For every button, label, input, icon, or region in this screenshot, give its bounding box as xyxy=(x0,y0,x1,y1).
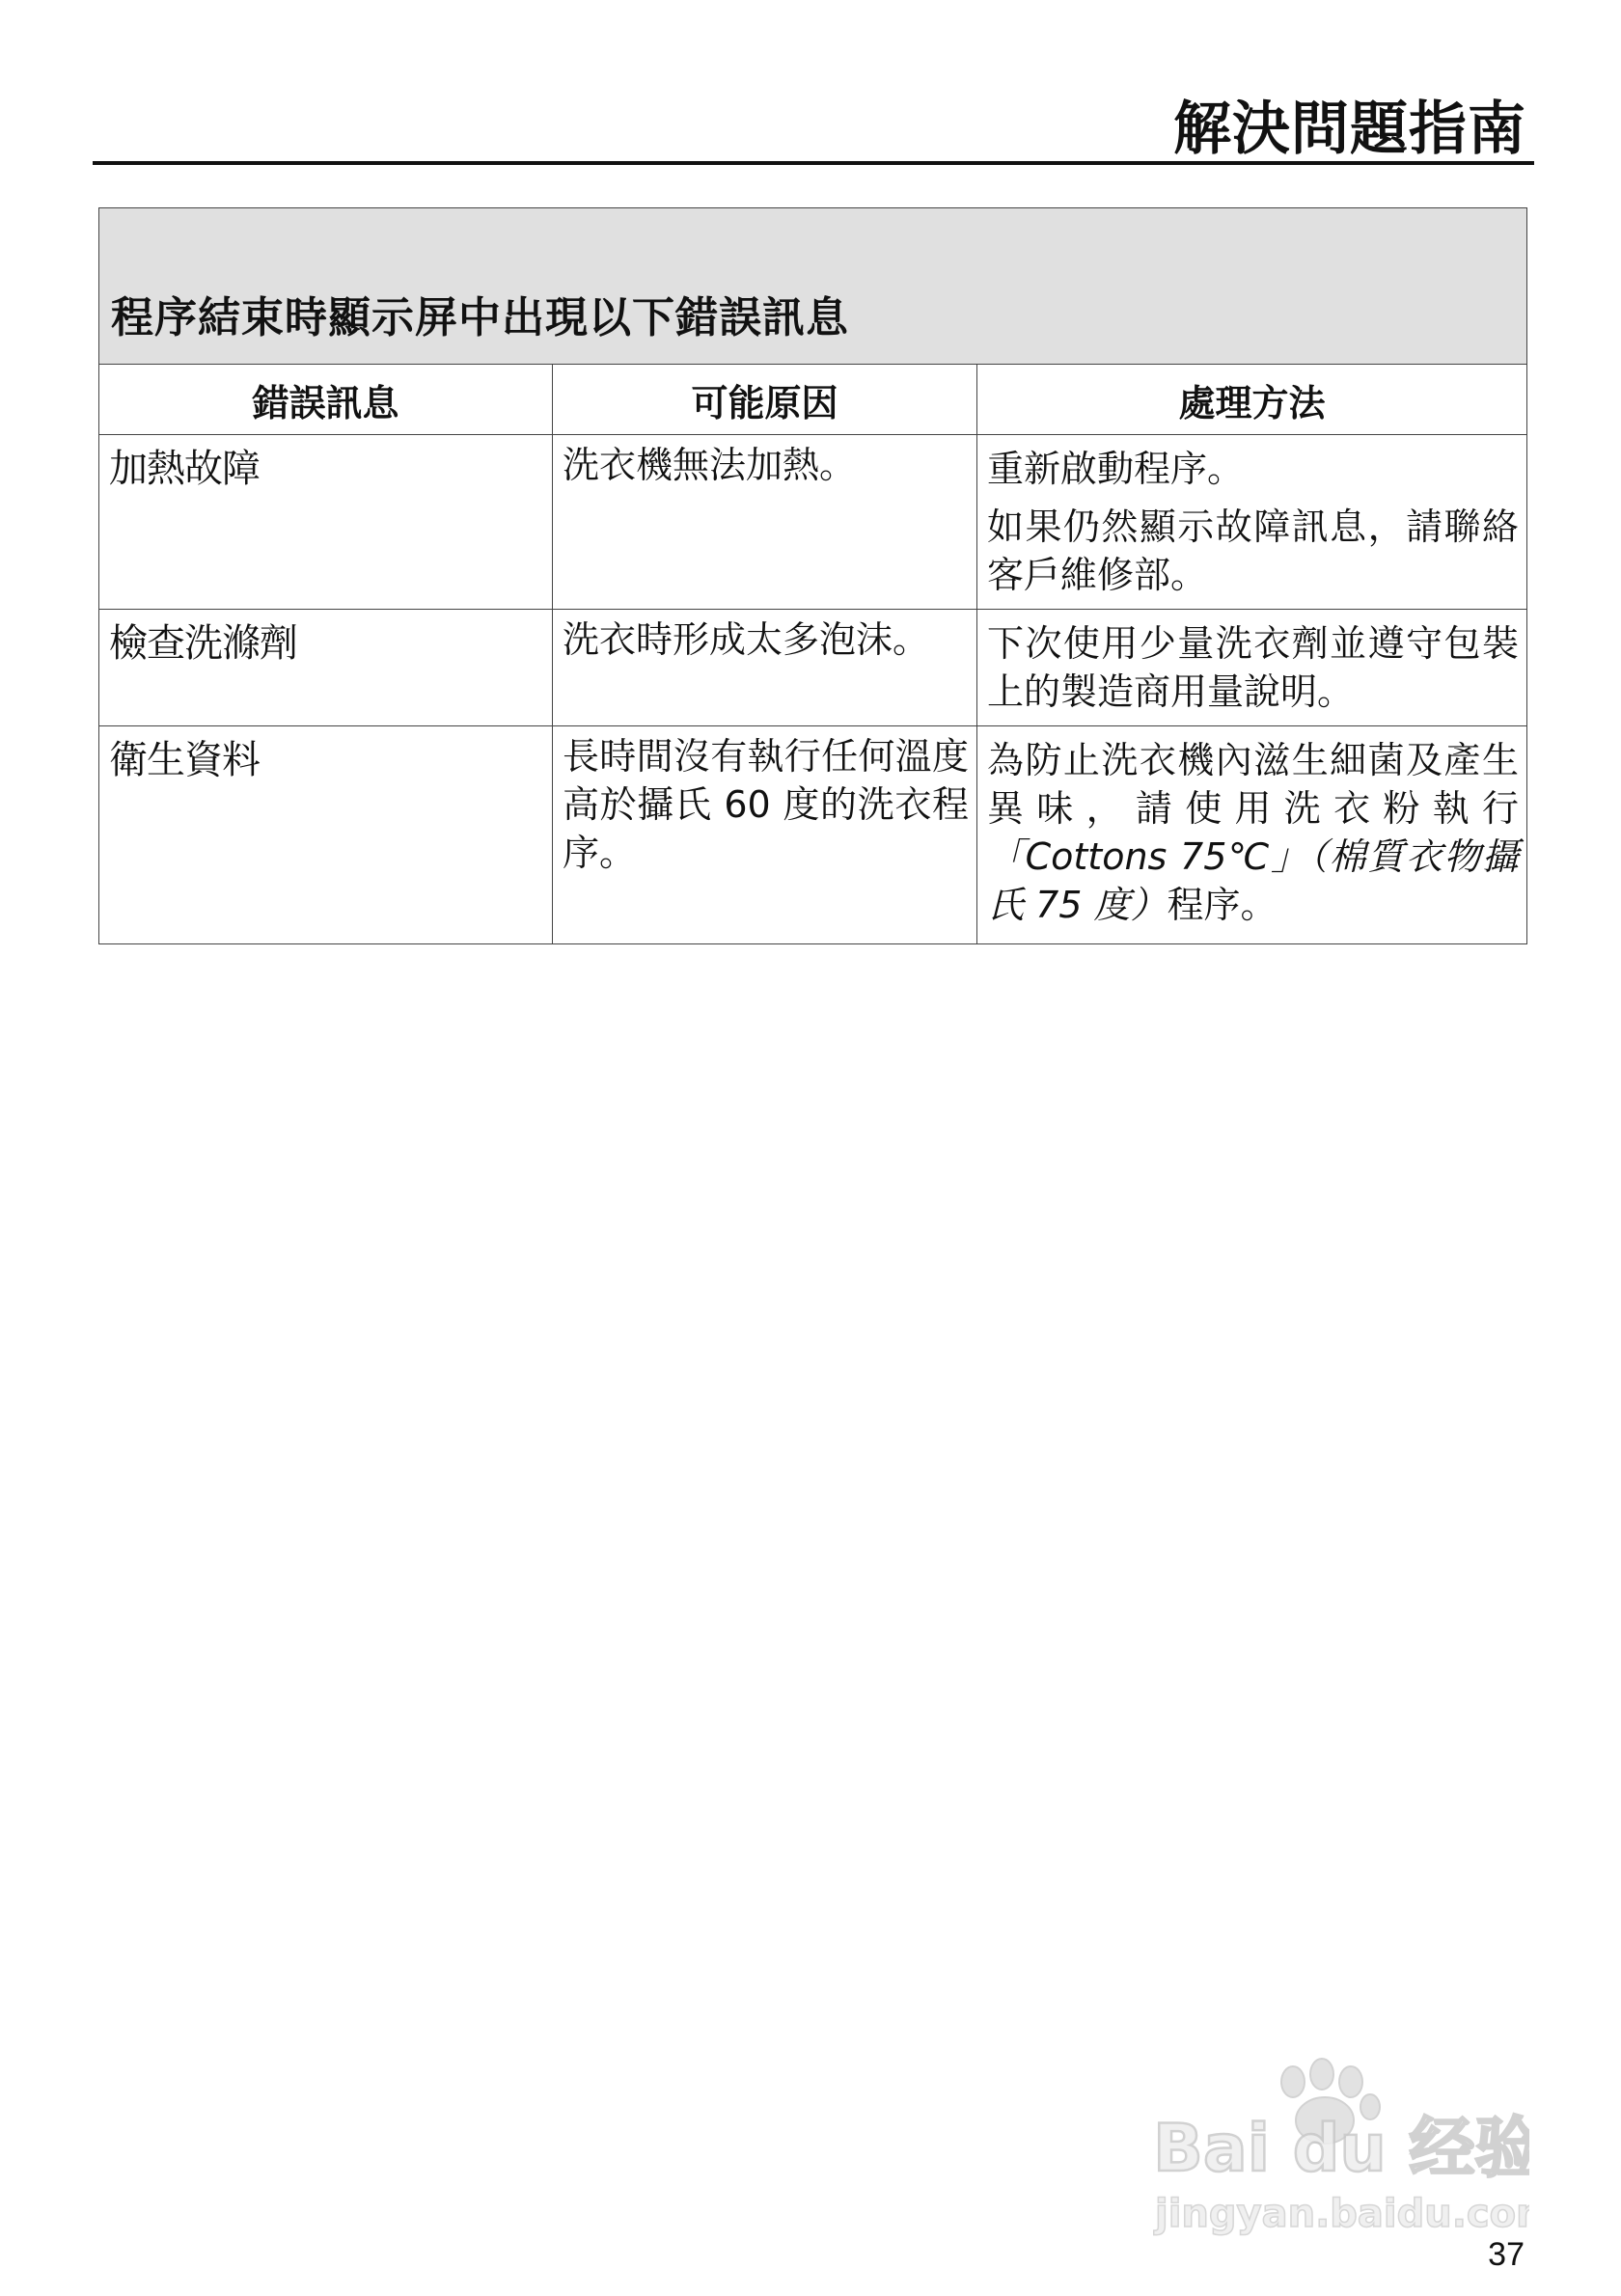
cause-cell: 洗衣時形成太多泡沫。 xyxy=(553,610,977,726)
table-header-row xyxy=(99,365,1527,435)
remedy-text: 重新啟動程序。 xyxy=(987,448,1245,490)
watermark-logo-text: Bai du 经验 xyxy=(1153,2111,1529,2187)
cause-cell: 長時間沒有執行任何溫度高於攝氏 60 度的洗衣程序。 xyxy=(553,726,977,944)
baidu-paw-logo-icon xyxy=(1153,2053,1529,2246)
error-message-cell: 加熱故障 xyxy=(99,435,553,610)
title-divider xyxy=(93,161,1534,165)
remedy-text: 如果仍然顯示故障訊息，請聯絡客戶維修部。 xyxy=(987,506,1520,596)
page-title: 解決問題指南 xyxy=(1173,96,1526,163)
column-header-possible-cause: 可能原因 xyxy=(553,365,977,435)
table-row xyxy=(99,610,1527,726)
remedy-cell xyxy=(977,435,1527,610)
error-message-table xyxy=(98,207,1527,944)
table-section-title: 程序結束時顯示屏中出現以下錯誤訊息 xyxy=(99,208,1527,365)
remedy-text: 下次使用少量洗衣劑並遵守包裝上的製造商用量說明。 xyxy=(987,622,1520,713)
remedy-text: 程序。 xyxy=(1167,884,1278,926)
cause-cell: 洗衣機無法加熱。 xyxy=(553,435,977,610)
column-header-error-message: 錯誤訊息 xyxy=(99,365,553,435)
baidu-watermark xyxy=(1153,2053,1529,2246)
page-number: 37 xyxy=(1488,2236,1525,2273)
remedy-text: 為防止洗衣機內滋生細菌及產生異味，請使用洗衣粉執行 xyxy=(987,739,1520,830)
error-table-container xyxy=(98,207,1526,944)
remedy-cell xyxy=(977,610,1527,726)
remedy-cell xyxy=(977,726,1527,944)
error-message-cell: 檢查洗滌劑 xyxy=(99,610,553,726)
table-row xyxy=(99,726,1527,944)
program-name: 「Cottons 75℃」（棉質衣物攝氏 75 度） xyxy=(987,835,1520,926)
column-header-remedy: 處理方法 xyxy=(977,365,1527,435)
error-message-cell: 衛生資料 xyxy=(99,726,553,944)
table-row xyxy=(99,435,1527,610)
watermark-url: jingyan.baidu.com xyxy=(1155,2192,1529,2236)
